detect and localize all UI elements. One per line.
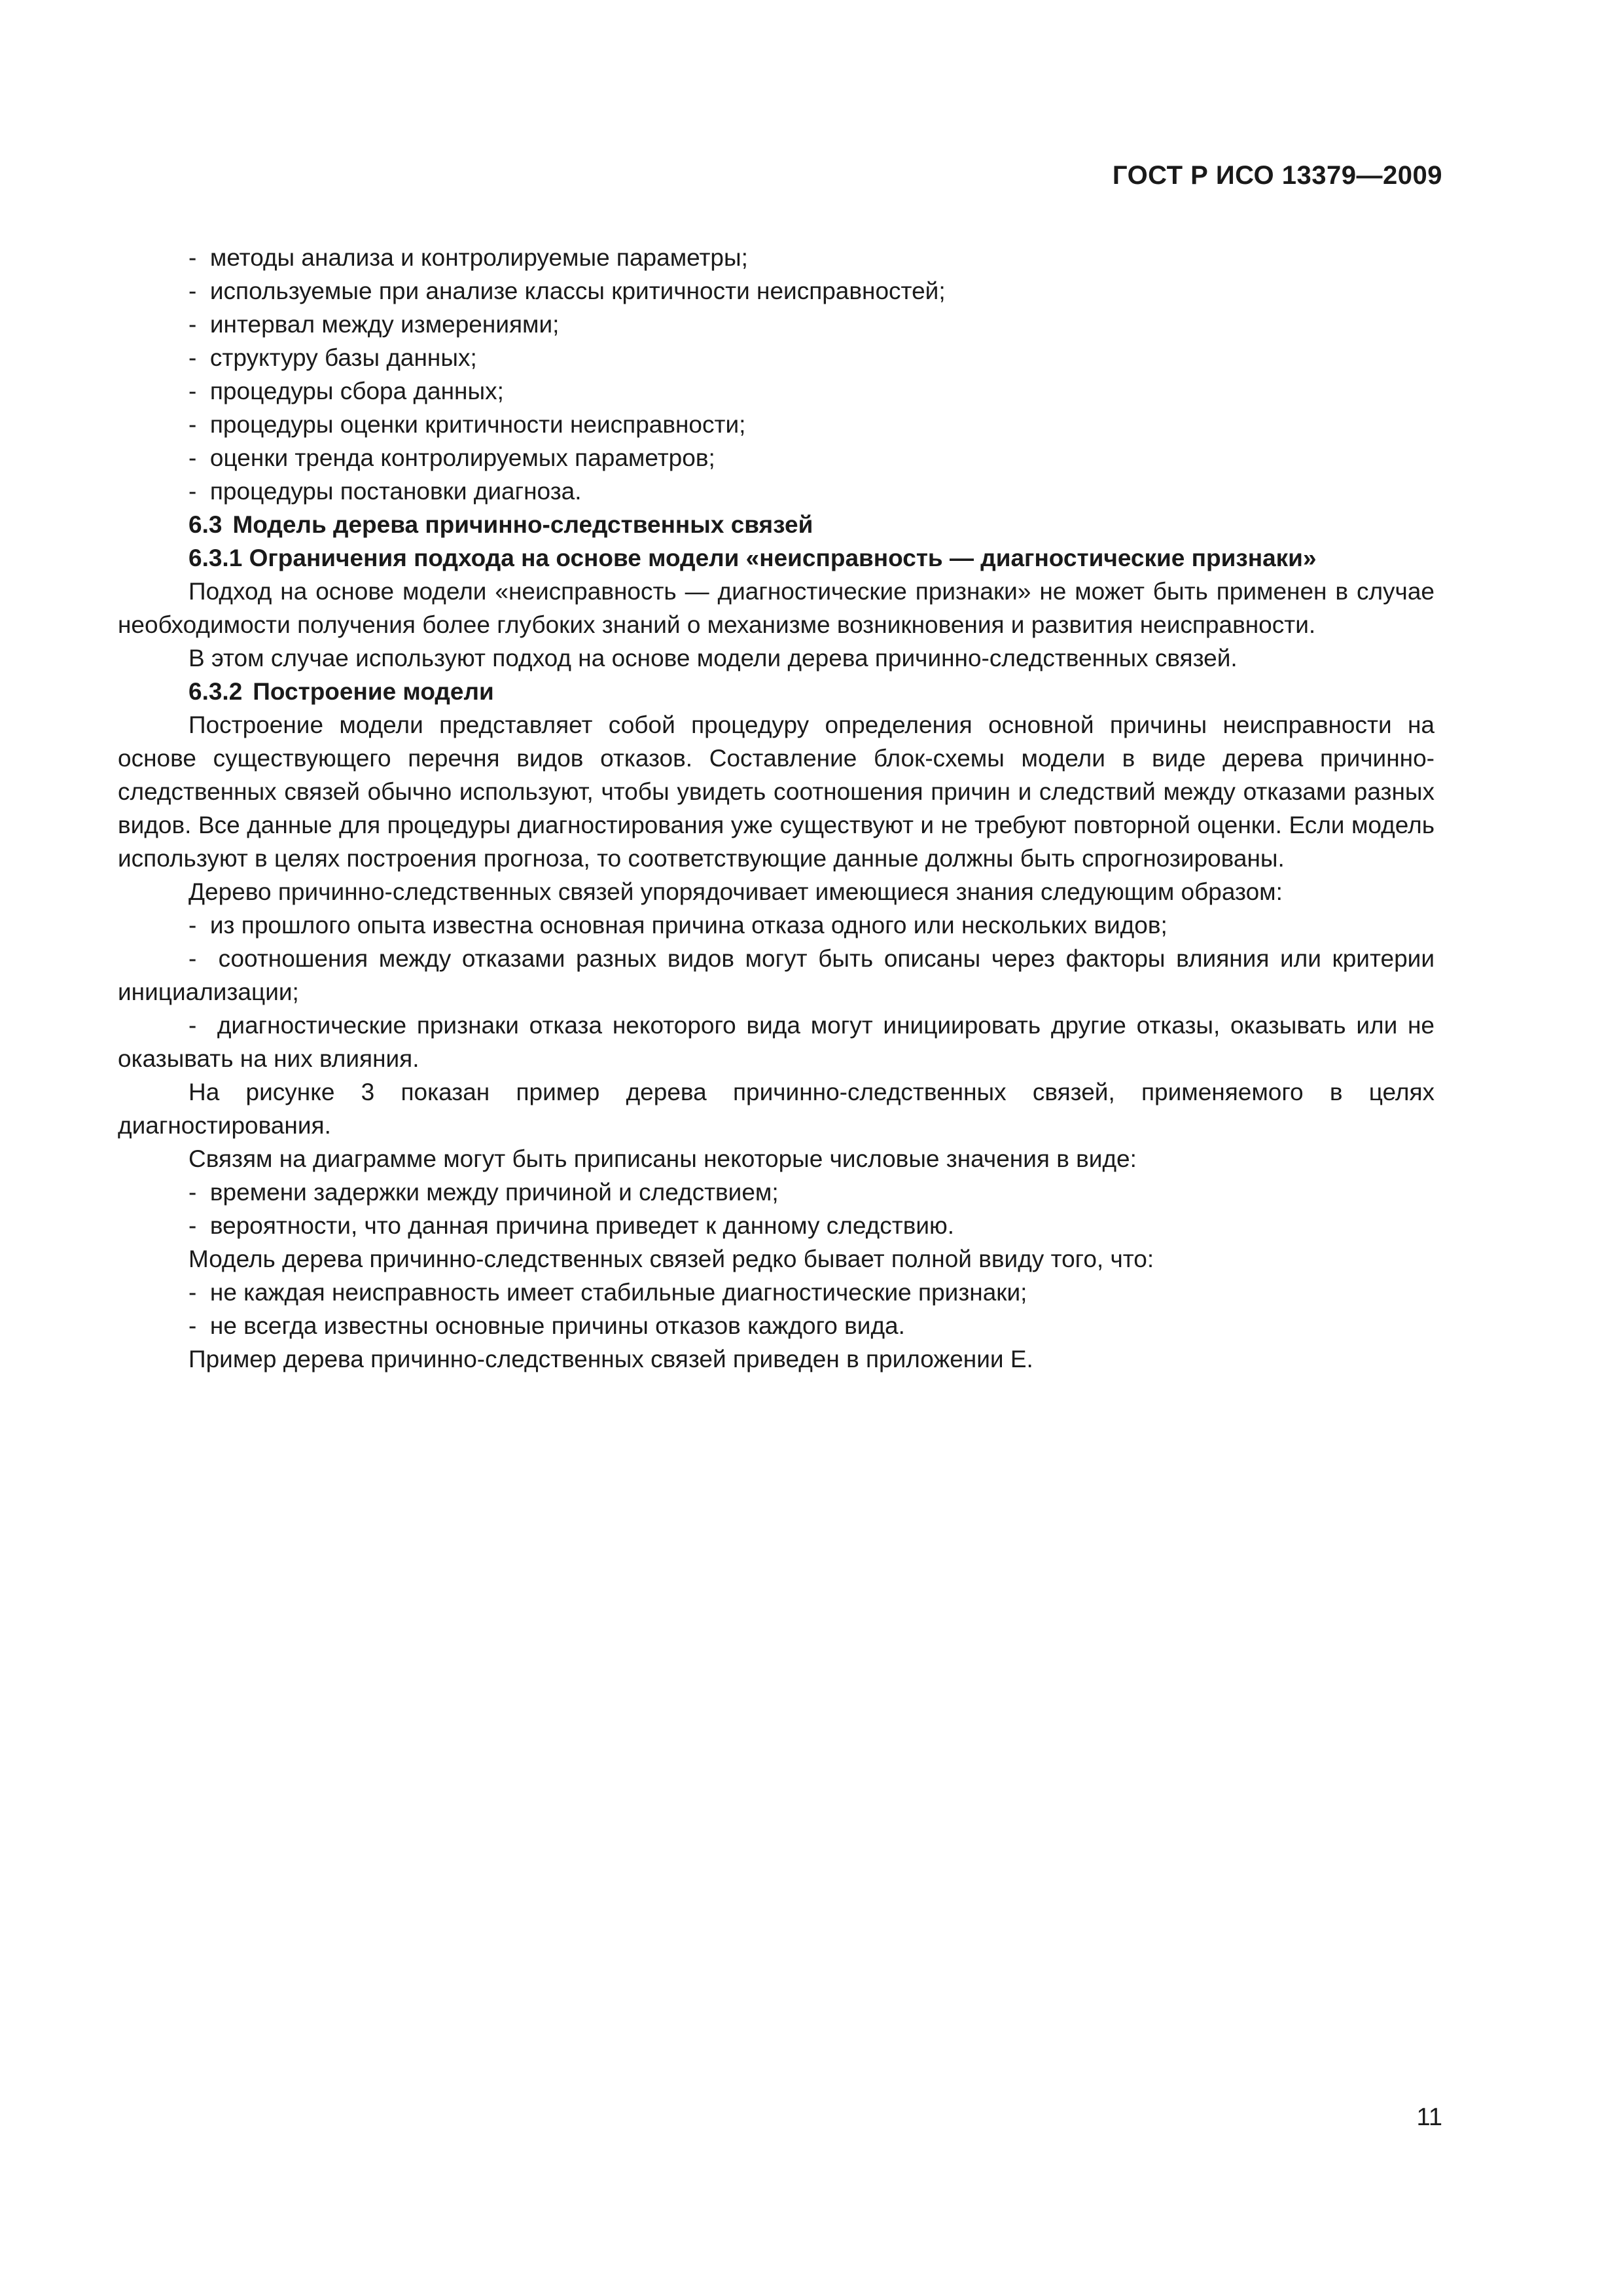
paragraph: Модель дерева причинно-следственных связей редко бывает полной ввиду того, что: [188,1246,1154,1272]
list-item: - структуру базы данных; [118,341,1435,374]
section-number: 6.3.1 [188,545,243,571]
document-header: ГОСТ Р ИСО 13379—2009 [1112,161,1442,190]
list-item: - вероятности, что данная причина приведет к данному следствию. [118,1209,1435,1242]
paragraph: Пример дерева причинно-следственных связей приведен в приложении Е. [188,1346,1033,1372]
document-body [118,241,1435,1376]
list-item: - методы анализа и контролируемые параметры; [118,241,1435,274]
paragraph: Дерево причинно-следственных связей упорядочивает имеющиеся знания следующим образом: [188,878,1283,905]
list-item: - используемые при анализе классы критичности неисправностей; [118,274,1435,308]
list-item: - интервал между измерениями; [118,308,1435,341]
paragraph: На рисунке 3 показан пример дерева причинно-следственных связей, применяемого в целях диагностирования. [118,1079,1435,1139]
list-item: - соотношения между отказами разных видов могут быть описаны через факторы влияния или критерии инициализации; [118,942,1435,1009]
section-number: 6.3 [188,511,223,538]
list-item: - процедуры оценки критичности неисправности; [118,408,1435,441]
list-item: - процедуры постановки диагноза. [118,475,1435,508]
section-title: Модель дерева причинно-следственных связей [232,511,813,538]
section-title: Построение модели [253,678,494,705]
paragraph: В этом случае используют подход на основе модели дерева причинно-следственных связей. [188,645,1238,672]
section-heading-6-3 [118,508,1435,541]
list-item: - процедуры сбора данных; [118,374,1435,408]
list-item: - из прошлого опыта известна основная причина отказа одного или нескольких видов; [118,908,1435,942]
list-item: - оценки тренда контролируемых параметров; [118,441,1435,475]
list-item: - не всегда известны основные причины отказов каждого вида. [118,1309,1435,1342]
paragraph: Построение модели представляет собой процедуру определения основной причины неисправности на основе существующего перечня видов отказов. Составление блок-схемы модели в виде дерева причинно-следственных связей обычно используют, чтобы увидеть соотношения причин и следствий между отказами разных видов. Все данные для процедуры диагностирования уже существуют и не требуют повторной оценки. Если модель используют в целях построения прогноза, то соответствующие данные должны быть спрогнозированы. [118,711,1435,872]
paragraph: Подход на основе модели «неисправность — диагностические признаки» не может быть применен в случае необходимости получения более глубоких знаний о механизме возникновения и развития неисправности. [118,578,1435,638]
page-number: 11 [1416,2104,1442,2131]
section-number: 6.3.2 [188,678,243,705]
section-heading-6-3-2 [118,675,1435,708]
section-heading-6-3-1 [118,541,1435,575]
list-item: - времени задержки между причиной и следствием; [118,1175,1435,1209]
list-item: - не каждая неисправность имеет стабильные диагностические признаки; [118,1276,1435,1309]
paragraph: Связям на диаграмме могут быть приписаны некоторые числовые значения в виде: [188,1145,1137,1172]
section-title: Ограничения подхода на основе модели «неисправность — диагностические признаки» [249,545,1317,571]
list-item: - диагностические признаки отказа некоторого вида могут инициировать другие отказы, оказывать или не оказывать на них влияния. [118,1009,1435,1075]
